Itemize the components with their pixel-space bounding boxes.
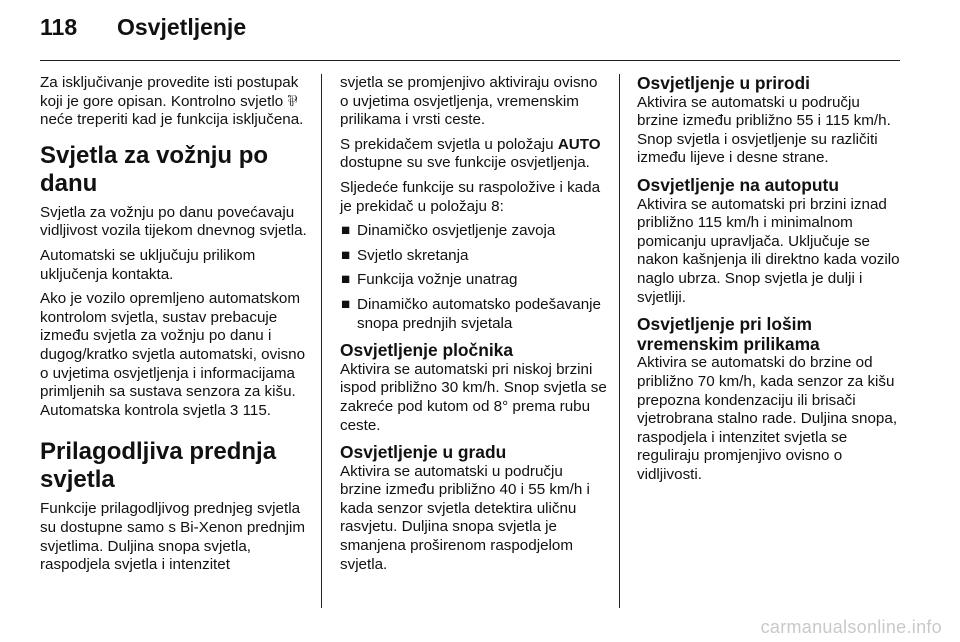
header-rule <box>40 60 900 61</box>
page-number: 118 <box>40 14 78 40</box>
paragraph-functions-available: Sljedeće funkcije su raspoložive i kada je prekidač u položaju 8: <box>340 178 601 215</box>
paragraph-switch-off: Za isključivanje provedite isti postupak koji je gore opisan. Kontrolno svjetlo ⅌ neće treperiti kad je funkcija isključena. <box>40 74 304 129</box>
column-divider <box>321 74 322 608</box>
list-item-text: Dinamičko osvjetljenje zavoja <box>357 222 556 240</box>
paragraph-motorway: Aktivira se automatski pri brzini iznad približno 115 km/h i minimalnom pomicanju upravljača. Uključuje se nakon kašnjenja ili direktno kada vozilo naglo ubrza. Snop svjetla je dulji i svjetliji. <box>637 195 900 306</box>
paragraph-auto-position <box>340 136 608 173</box>
functions-list <box>340 222 608 333</box>
paragraph-daytime-3: Ako je vozilo opremljeno automatskom kontrolom svjetla, sustav prebacuje između svjetla za vožnju po danu i dugog/kratko svjetla automatski, ovisno o uvjetima osvjetljenja i informacijama primljenih sa sustava senzora za kišu. Automatska kontrola svjetla 3 115. <box>40 290 306 419</box>
bullet-icon: ■ <box>341 295 351 313</box>
heading-bad-weather-lighting: Osvjetljenje pri lošim vremenskim prilikama <box>637 314 820 354</box>
paragraph-daytime-1: Svjetla za vožnju po danu povećavaju vidljivost vozila tijekom dnevnog svjetla. <box>40 203 307 240</box>
list-item <box>340 222 608 241</box>
list-item-text: Dinamičko automatsko podešavanje snopa prednjih svjetala <box>357 295 601 332</box>
paragraph-bad-weather: Aktivira se automatski do brzine od približno 70 km/h, kada senzor za kišu prepozna kondenzaciju ili brisači vjetrobrana stalno rade. Duljina snopa, raspodjela i intenzitet svjetla se reguliraju promjenjivo ovisno o vidljivosti. <box>637 354 898 483</box>
bullet-icon: ■ <box>341 246 351 264</box>
heading-daytime-lights: Svjetla za vožnju po danu <box>40 141 269 197</box>
heading-town-lighting: Osvjetljenje u gradu <box>340 442 507 463</box>
watermark: carmanualsonline.info <box>760 617 942 637</box>
list-item <box>340 296 608 333</box>
page-title: Osvjetljenje <box>117 14 247 40</box>
heading-sidewalk-lighting: Osvjetljenje pločnika <box>340 340 514 361</box>
auto-label: AUTO <box>557 135 601 153</box>
paragraph-country: Aktivira se automatski u području brzine između približno 55 i 115 km/h. Snop svjetla i osvjetljenje su različiti između lijeve i desne strane. <box>637 93 891 167</box>
list-item-text: Svjetlo skretanja <box>357 246 469 264</box>
column-3 <box>637 74 905 490</box>
paragraph-daytime-2: Automatski se uključuju prilikom uključenja kontakta. <box>40 246 256 283</box>
column-1 <box>40 74 308 581</box>
paragraph-adaptive: Funkcije prilagodljivog prednjeg svjetla su dostupne samo s Bi-Xenon prednjim svjetlima. Duljina snopa svjetla, raspodjela svjetla i intenzitet <box>40 500 306 574</box>
paragraph-town: Aktivira se automatski u području brzine između približno 40 i 55 km/h i kada senzor svjetla detektira uličnu rasvjetu. Duljina snopa svjetla je smanjena proširenom raspodjelom svjetla. <box>340 462 590 573</box>
paragraph-adaptive-cont: svjetla se promjenjivo aktiviraju ovisno o uvjetima osvjetljenja, vremenskim prilikama i vrsti ceste. <box>340 74 598 129</box>
heading-country-lighting: Osvjetljenje u prirodi <box>637 73 810 93</box>
column-divider <box>619 74 620 608</box>
paragraph-sidewalk: Aktivira se automatski pri niskoj brzini ispod približno 30 km/h. Snop svjetla se zakreće pod kutom od 8° prema rubu ceste. <box>340 360 607 434</box>
heading-motorway-lighting: Osvjetljenje na autoputu <box>637 174 839 195</box>
auto-pre-text: S prekidačem svjetla u položaju <box>340 135 554 153</box>
column-2 <box>340 74 608 580</box>
bullet-icon: ■ <box>341 222 351 240</box>
auto-post-text: dostupne su sve funkcije osvjetljenja. <box>340 154 590 172</box>
list-item-text: Funkcija vožnje unatrag <box>357 271 518 289</box>
list-item <box>340 271 608 290</box>
heading-adaptive-lights: Prilagodljiva prednja svjetla <box>40 438 277 494</box>
list-item <box>340 247 608 266</box>
bullet-icon: ■ <box>341 271 351 289</box>
